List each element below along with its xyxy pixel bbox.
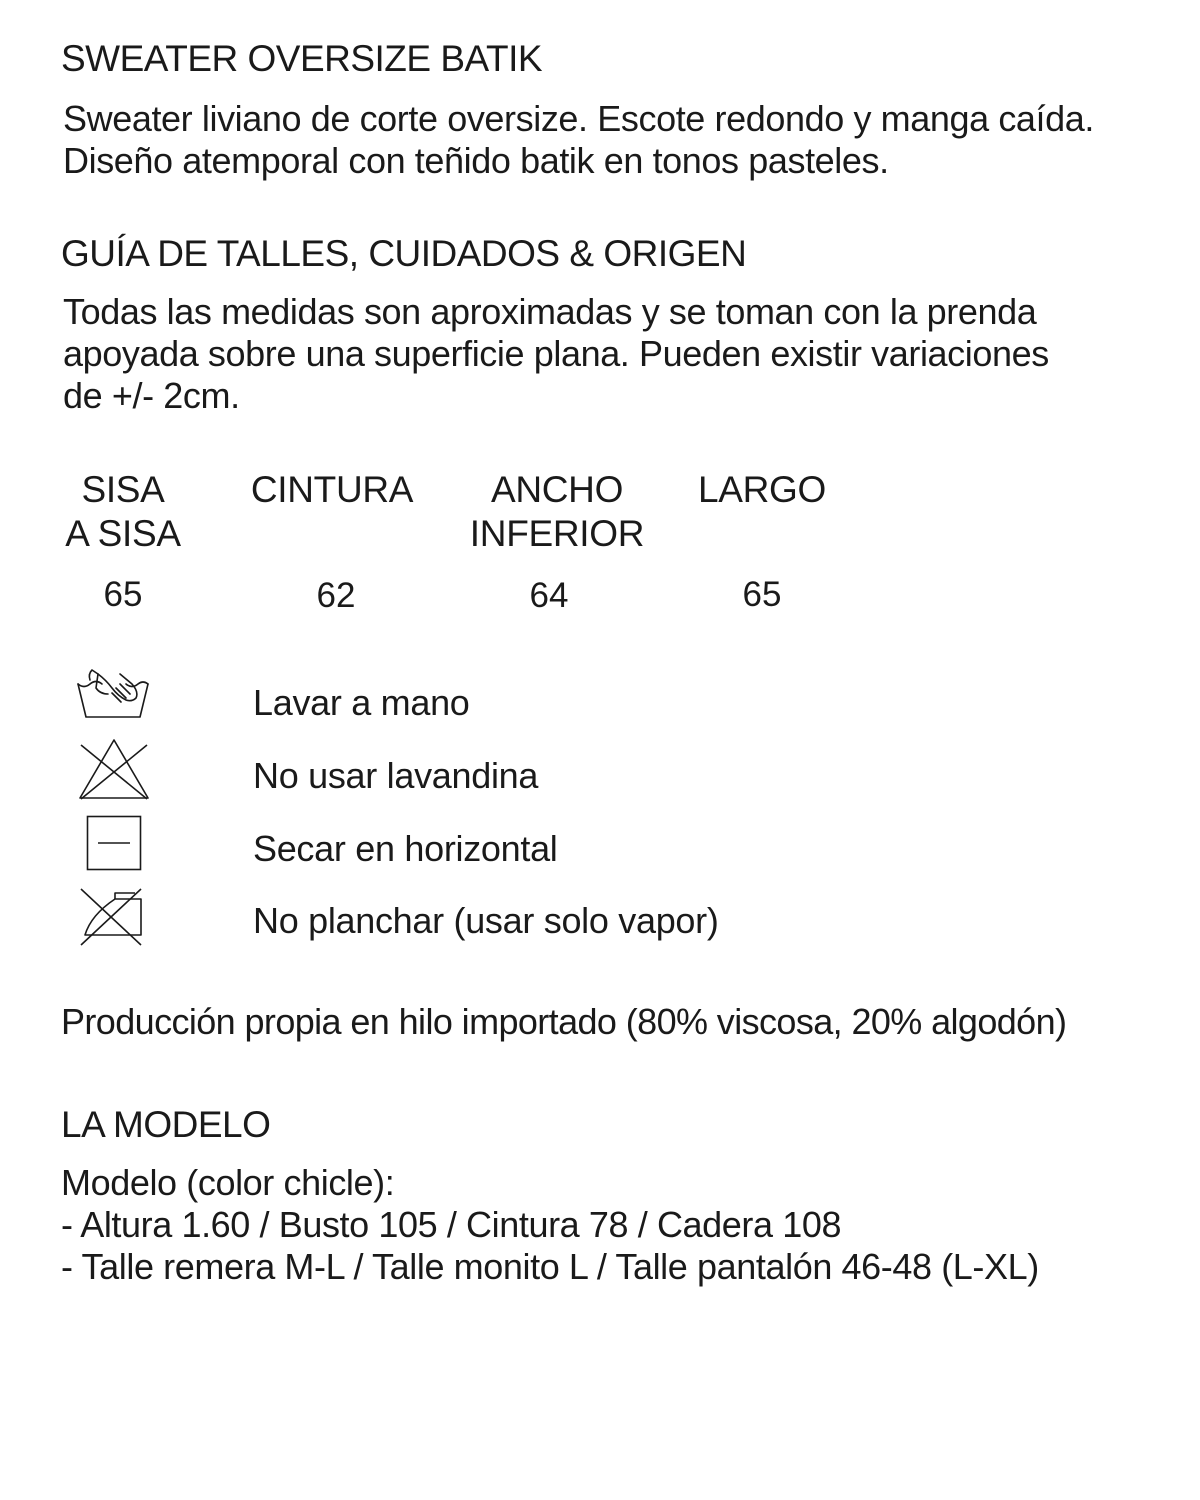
guide-title: GUÍA DE TALLES, CUIDADOS & ORIGEN	[61, 233, 747, 274]
column-header-ancho-inferior: ANCHO INFERIOR	[469, 469, 645, 554]
care-label-no-bleach: No usar lavandina	[253, 755, 539, 796]
model-line: Modelo (color chicle):	[61, 1162, 395, 1203]
hand-wash-icon	[76, 666, 152, 724]
note-line: apoyada sobre una superficie plana. Pueden existir variaciones	[63, 333, 1049, 374]
no-iron-icon	[77, 885, 145, 947]
column-header-cintura: CINTURA	[250, 469, 414, 510]
value-largo: 65	[742, 575, 782, 614]
product-title: SWEATER OVERSIZE BATIK	[61, 38, 543, 79]
value-ancho-inferior: 64	[529, 576, 569, 615]
origin-text: Producción propia en hilo importado (80% viscosa, 20% algodón)	[61, 1001, 1067, 1042]
model-line: - Talle remera M-L / Talle monito L / Talle pantalón 46-48 (L-XL)	[61, 1246, 1039, 1287]
description-line: Sweater liviano de corte oversize. Escote redondo y manga caída.	[63, 98, 1094, 139]
column-header-largo: LARGO	[697, 469, 827, 510]
model-title: LA MODELO	[61, 1104, 271, 1145]
no-bleach-icon	[77, 737, 151, 801]
note-line: de +/- 2cm.	[63, 375, 240, 416]
care-label-dry-flat: Secar en horizontal	[253, 828, 558, 869]
guide-note	[63, 291, 1049, 417]
care-label-no-iron: No planchar (usar solo vapor)	[253, 900, 719, 941]
value-sisa: 65	[103, 575, 143, 614]
description-line: Diseño atemporal con teñido batik en tonos pasteles.	[63, 140, 889, 181]
note-line: Todas las medidas son aproximadas y se toman con la prenda	[63, 291, 1037, 332]
column-header-sisa: SISA A SISA	[65, 469, 181, 554]
model-line: - Altura 1.60 / Busto 105 / Cintura 78 / Cadera 108	[61, 1204, 842, 1245]
model-details	[61, 1162, 1039, 1288]
care-label-hand-wash: Lavar a mano	[253, 682, 470, 723]
dry-flat-icon	[86, 815, 142, 871]
value-cintura: 62	[316, 576, 356, 615]
product-description	[63, 98, 1094, 182]
